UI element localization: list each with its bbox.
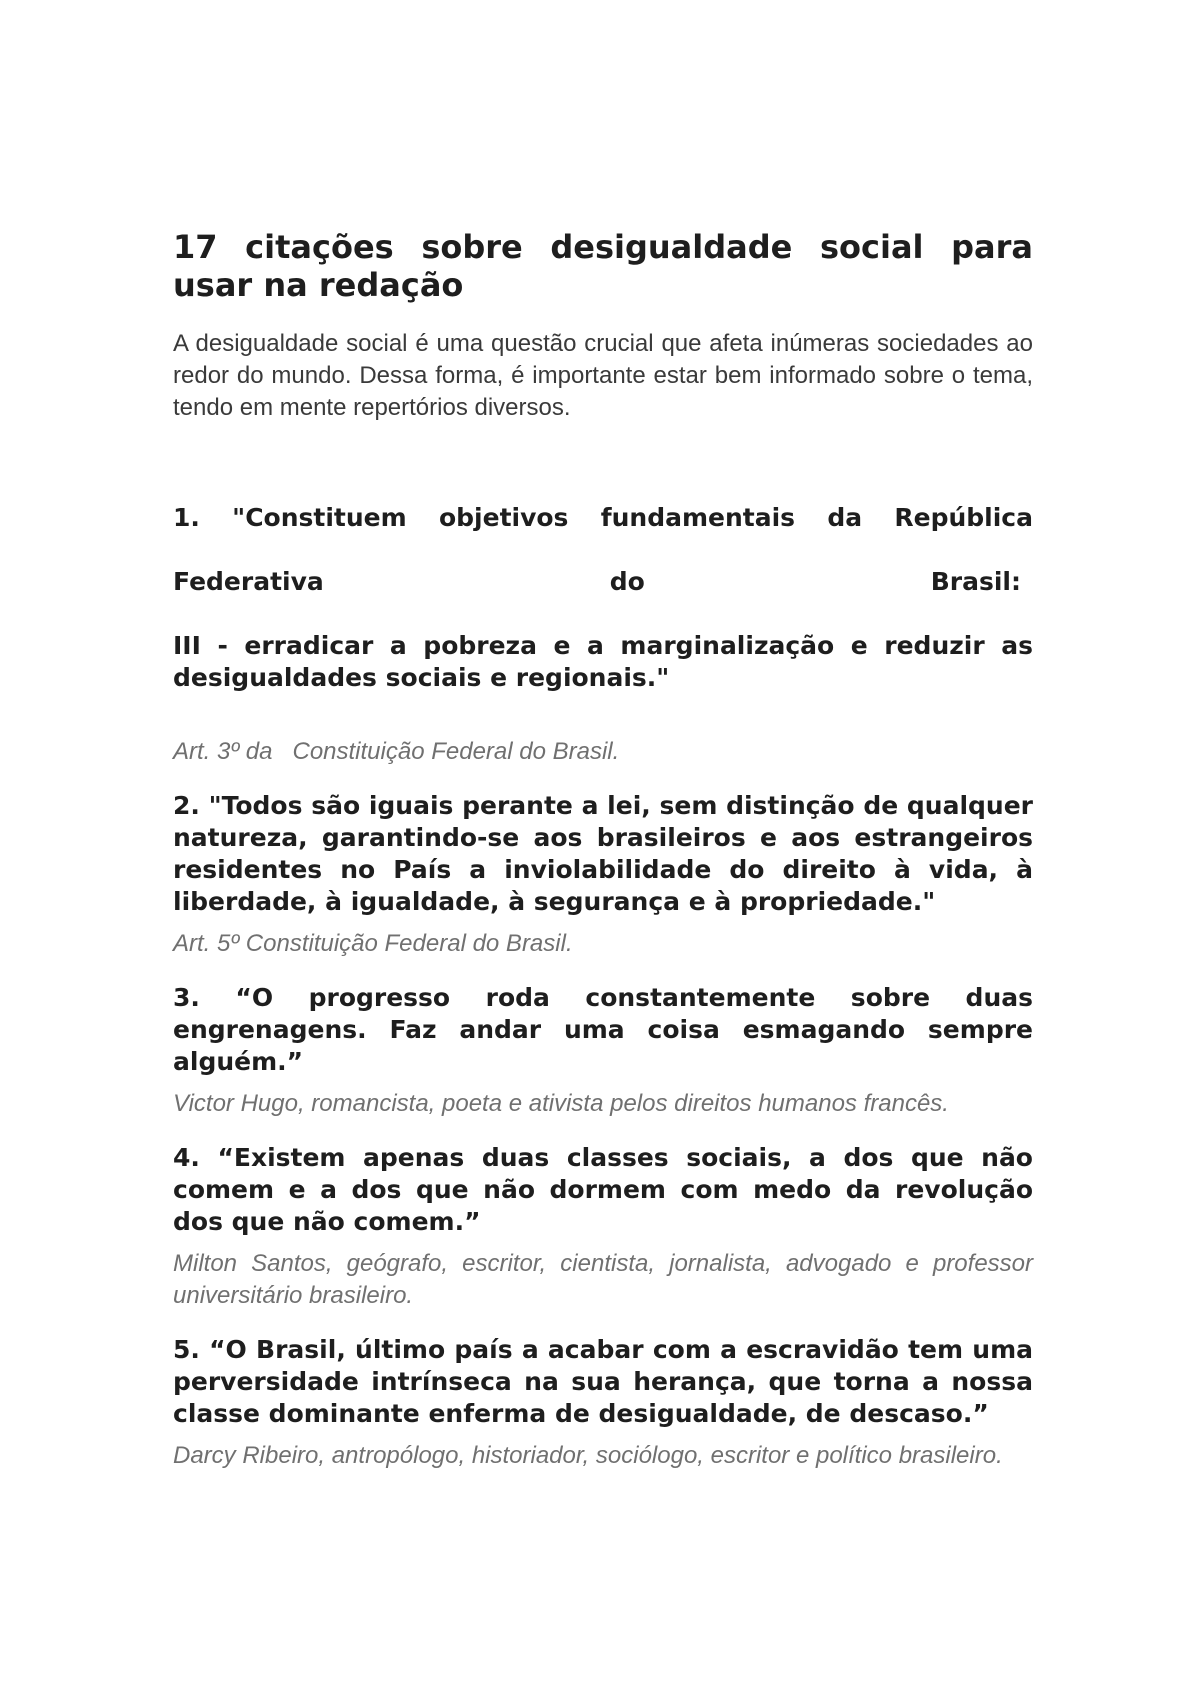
quote-line: III - erradicar a pobreza e a marginalização e reduzir as desigualdades sociais e regionais." — [173, 631, 1033, 692]
quote-line: 1. "Constituem objetivos fundamentais da República — [173, 503, 1033, 532]
quote-source: Darcy Ribeiro, antropólogo, historiador, sociólogo, escritor e político brasileiro. — [173, 1442, 1003, 1469]
quote-line: Federativa do Brasil: — [173, 567, 1021, 596]
quote-3 — [173, 982, 1033, 1120]
quote-text: 2. "Todos são iguais perante a lei, sem distinção de qualquer natureza, garantindo-se aos brasileiros e aos estrangeiros residentes no País a inviolabilidade do direito à vida, à liberdade, à igualdade, à segurança e à propriedade." — [173, 791, 1033, 916]
quote-source: Art. 5º Constituição Federal do Brasil. — [173, 930, 573, 957]
document-page — [173, 228, 1033, 1494]
quote-text: 3. “O progresso roda constantemente sobre duas engrenagens. Faz andar uma coisa esmagando sempre alguém.” — [173, 983, 1033, 1076]
quote-1 — [173, 470, 1033, 768]
quote-source: Victor Hugo, romancista, poeta e ativista pelos direitos humanos francês. — [173, 1090, 949, 1117]
quote-4 — [173, 1142, 1033, 1312]
quote-source: Milton Santos, geógrafo, escritor, cientista, jornalista, advogado e professor universitário brasileiro. — [173, 1250, 1033, 1309]
intro-paragraph: A desigualdade social é uma questão crucial que afeta inúmeras sociedades ao redor do mundo. Dessa forma, é importante estar bem informado sobre o tema, tendo em mente repertórios diversos. — [173, 330, 1033, 421]
quote-text: 5. “O Brasil, último país a acabar com a escravidão tem uma perversidade intrínseca na sua herança, que torna a nossa classe dominante enferma de desigualdade, de descaso.” — [173, 1335, 1033, 1428]
quote-5 — [173, 1334, 1033, 1472]
quote-source: Art. 3º da Constituição Federal do Brasil. — [173, 738, 620, 765]
document-title: 17 citações sobre desigualdade social para usar na redação — [173, 228, 1033, 304]
quote-text: 4. “Existem apenas duas classes sociais, a dos que não comem e a dos que não dormem com medo da revolução dos que não comem.” — [173, 1143, 1033, 1236]
quote-2 — [173, 790, 1033, 960]
quote-text — [173, 470, 1033, 726]
